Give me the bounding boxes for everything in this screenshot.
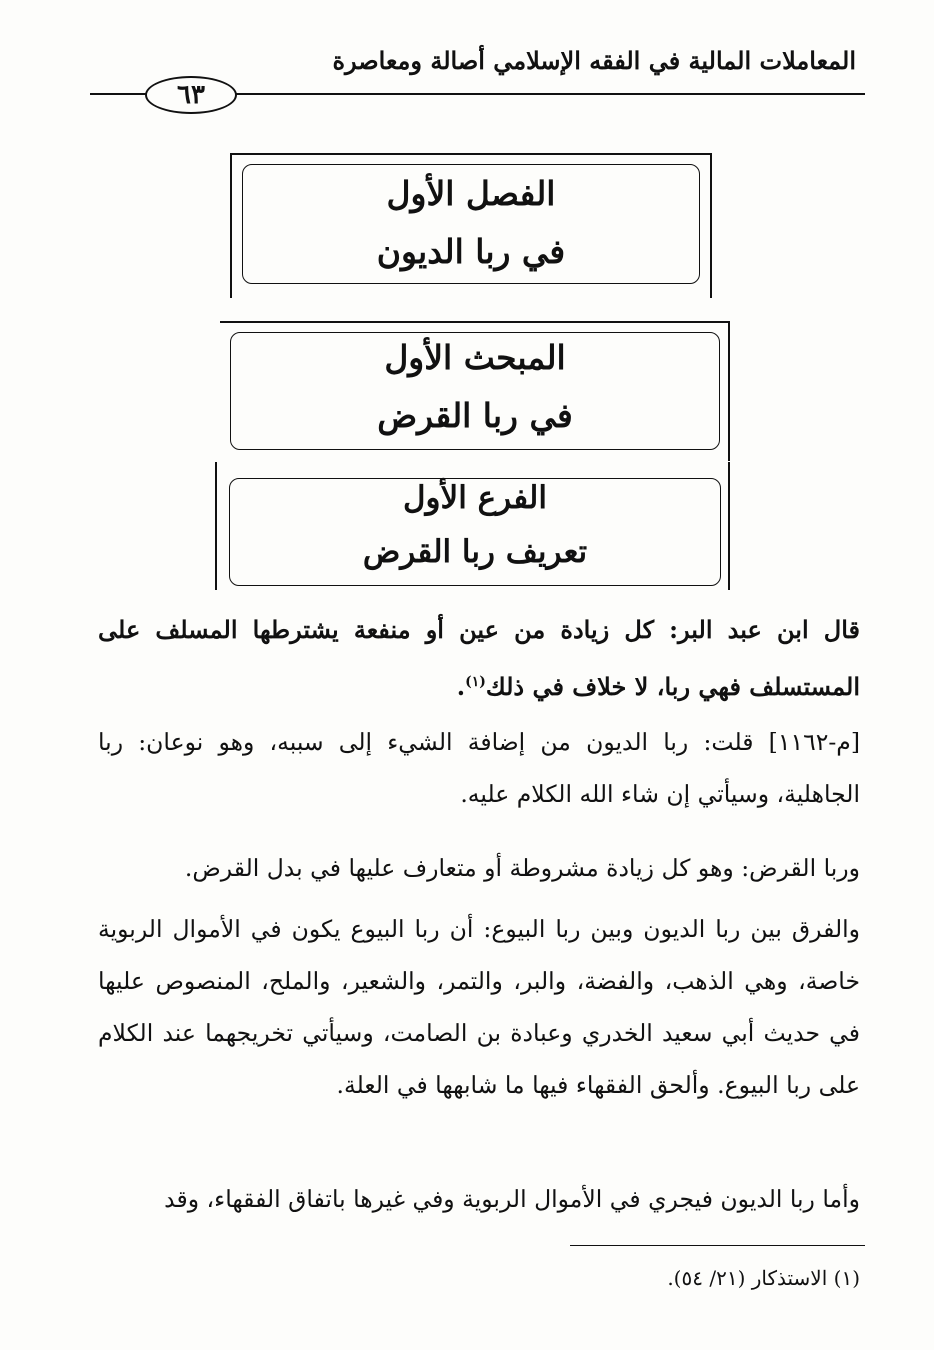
page-number: ٦٣ <box>145 76 237 114</box>
subsection-title: الفرع الأول <box>403 480 547 516</box>
running-head: المعاملات المالية في الفقه الإسلامي أصالة ومعاصرة <box>332 46 856 75</box>
paragraph-5: وأما ربا الديون فيجري في الأموال الربوية وفي غيرها باتفاق الفقهاء، وقد <box>164 1185 860 1213</box>
chapter-title: الفصل الأول <box>386 174 556 213</box>
subsection-heading-box <box>215 462 735 592</box>
chapter-frame-top-rule <box>230 153 712 155</box>
quote-end: . <box>456 672 466 701</box>
footnote: (١) الاستذكار (٢١/ ٥٤). <box>667 1266 860 1290</box>
paragraph-2: [م-١١٦٢] قلت: ربا الديون من إضافة الشيء إلى سببه، وهو نوعان: ربا الجاهلية، وسيأتي إن شاء الله الكلام عليه. <box>98 728 860 808</box>
chapter-heading-box <box>230 150 712 300</box>
footnote-rule <box>570 1245 865 1246</box>
section-frame-top-rule <box>220 321 730 323</box>
paragraph-3: وربا القرض: وهو كل زيادة مشروطة أو متعارف عليها في بدل القرض. <box>184 854 860 882</box>
section-title: المبحث الأول <box>384 338 566 377</box>
quote-text: قال ابن عبد البر: كل زيادة من عين أو منفعة يشترطها المسلف على المستسلف فهي ربا، لا خلاف في ذلك <box>98 615 860 701</box>
section-heading-box <box>220 318 730 466</box>
paragraph-4: والفرق بين ربا الديون وبين ربا البيوع: أن ربا البيوع يكون في الأموال الربوية خاصة، وهي الذهب، والفضة، والبر، والتمر، والشعير، والملح، المنصوص عليها في حديث أبي سعيد الخدري وعبادة بن الصامت، وسيأتي تخريجهما عند الكلام على ربا البيوع. وألحق الفقهاء فيها ما شابهها في العلة. <box>98 915 860 1099</box>
chapter-subtitle: في ربا الديون <box>376 232 566 271</box>
footnote-ref: (١) <box>465 674 486 690</box>
subsection-subtitle: تعريف ربا القرض <box>362 534 588 570</box>
paragraph-quote <box>98 604 860 713</box>
section-subtitle: في ربا القرض <box>377 396 573 435</box>
